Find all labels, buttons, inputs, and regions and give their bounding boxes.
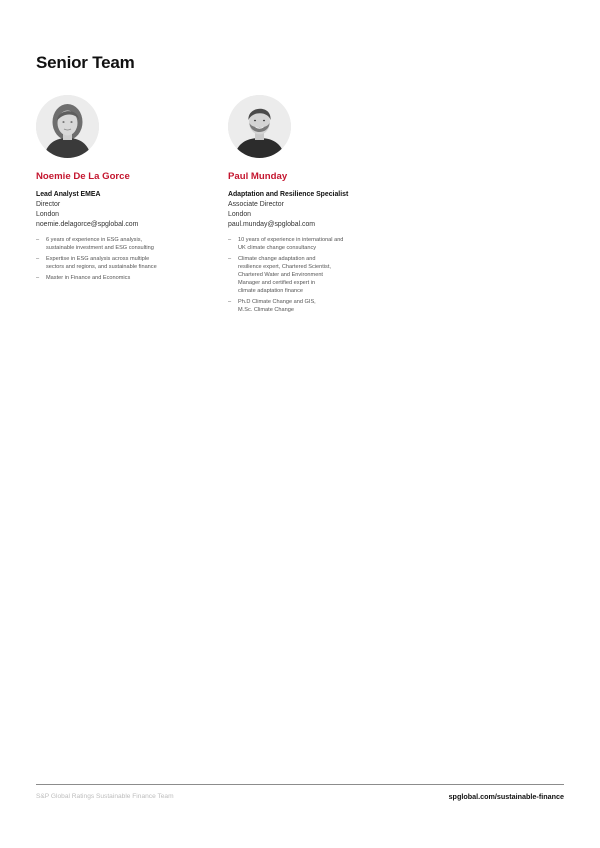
- dash-icon: –: [228, 256, 232, 262]
- page-title: Senior Team: [36, 53, 135, 72]
- experience-list: [36, 236, 196, 282]
- list-item: – Climate change adaptation and resilience expert, Chartered Scientist, Chartered Water and Environment Manager and certified expert in climate adaptation finance: [228, 256, 331, 294]
- experience-list: [228, 236, 388, 314]
- list-item: – Master in Finance and Economics: [36, 275, 131, 281]
- dash-icon: –: [228, 237, 232, 243]
- footer-source: S&P Global Ratings Sustainable Finance Team: [36, 793, 174, 800]
- team-member-card: [228, 95, 388, 317]
- dash-icon: –: [36, 275, 40, 281]
- member-name: Paul Munday: [228, 171, 288, 182]
- dash-icon: –: [36, 237, 40, 243]
- list-item: – 10 years of experience in international and UK climate change consultancy: [228, 237, 344, 251]
- list-item: – Expertise in ESG analysis across multiple sectors and regions, and sustainable finance: [36, 256, 157, 270]
- member-name: Noemie De La Gorce: [36, 171, 130, 182]
- member-title: Director: [36, 201, 61, 208]
- member-location: London: [228, 211, 251, 218]
- dash-icon: –: [36, 256, 40, 262]
- dash-icon: –: [228, 299, 232, 305]
- member-role: Lead Analyst EMEA: [36, 191, 101, 198]
- list-item: – 6 years of experience in ESG analysis, sustainable investment and ESG consulting: [36, 237, 154, 251]
- member-email[interactable]: noemie.delagorce@spglobal.com: [36, 221, 139, 228]
- member-email[interactable]: paul.munday@spglobal.com: [228, 221, 316, 228]
- team-member-card: [36, 95, 196, 285]
- avatar: [228, 95, 291, 158]
- footer-divider: [36, 784, 564, 785]
- member-location: London: [36, 211, 59, 218]
- list-item: – Ph.D Climate Change and GIS, M.Sc. Climate Change: [228, 299, 316, 313]
- avatar: [36, 95, 99, 158]
- member-title: Associate Director: [228, 201, 284, 208]
- member-role: Adaptation and Resilience Specialist: [228, 191, 349, 198]
- footer-link[interactable]: spglobal.com/sustainable-finance: [448, 792, 564, 801]
